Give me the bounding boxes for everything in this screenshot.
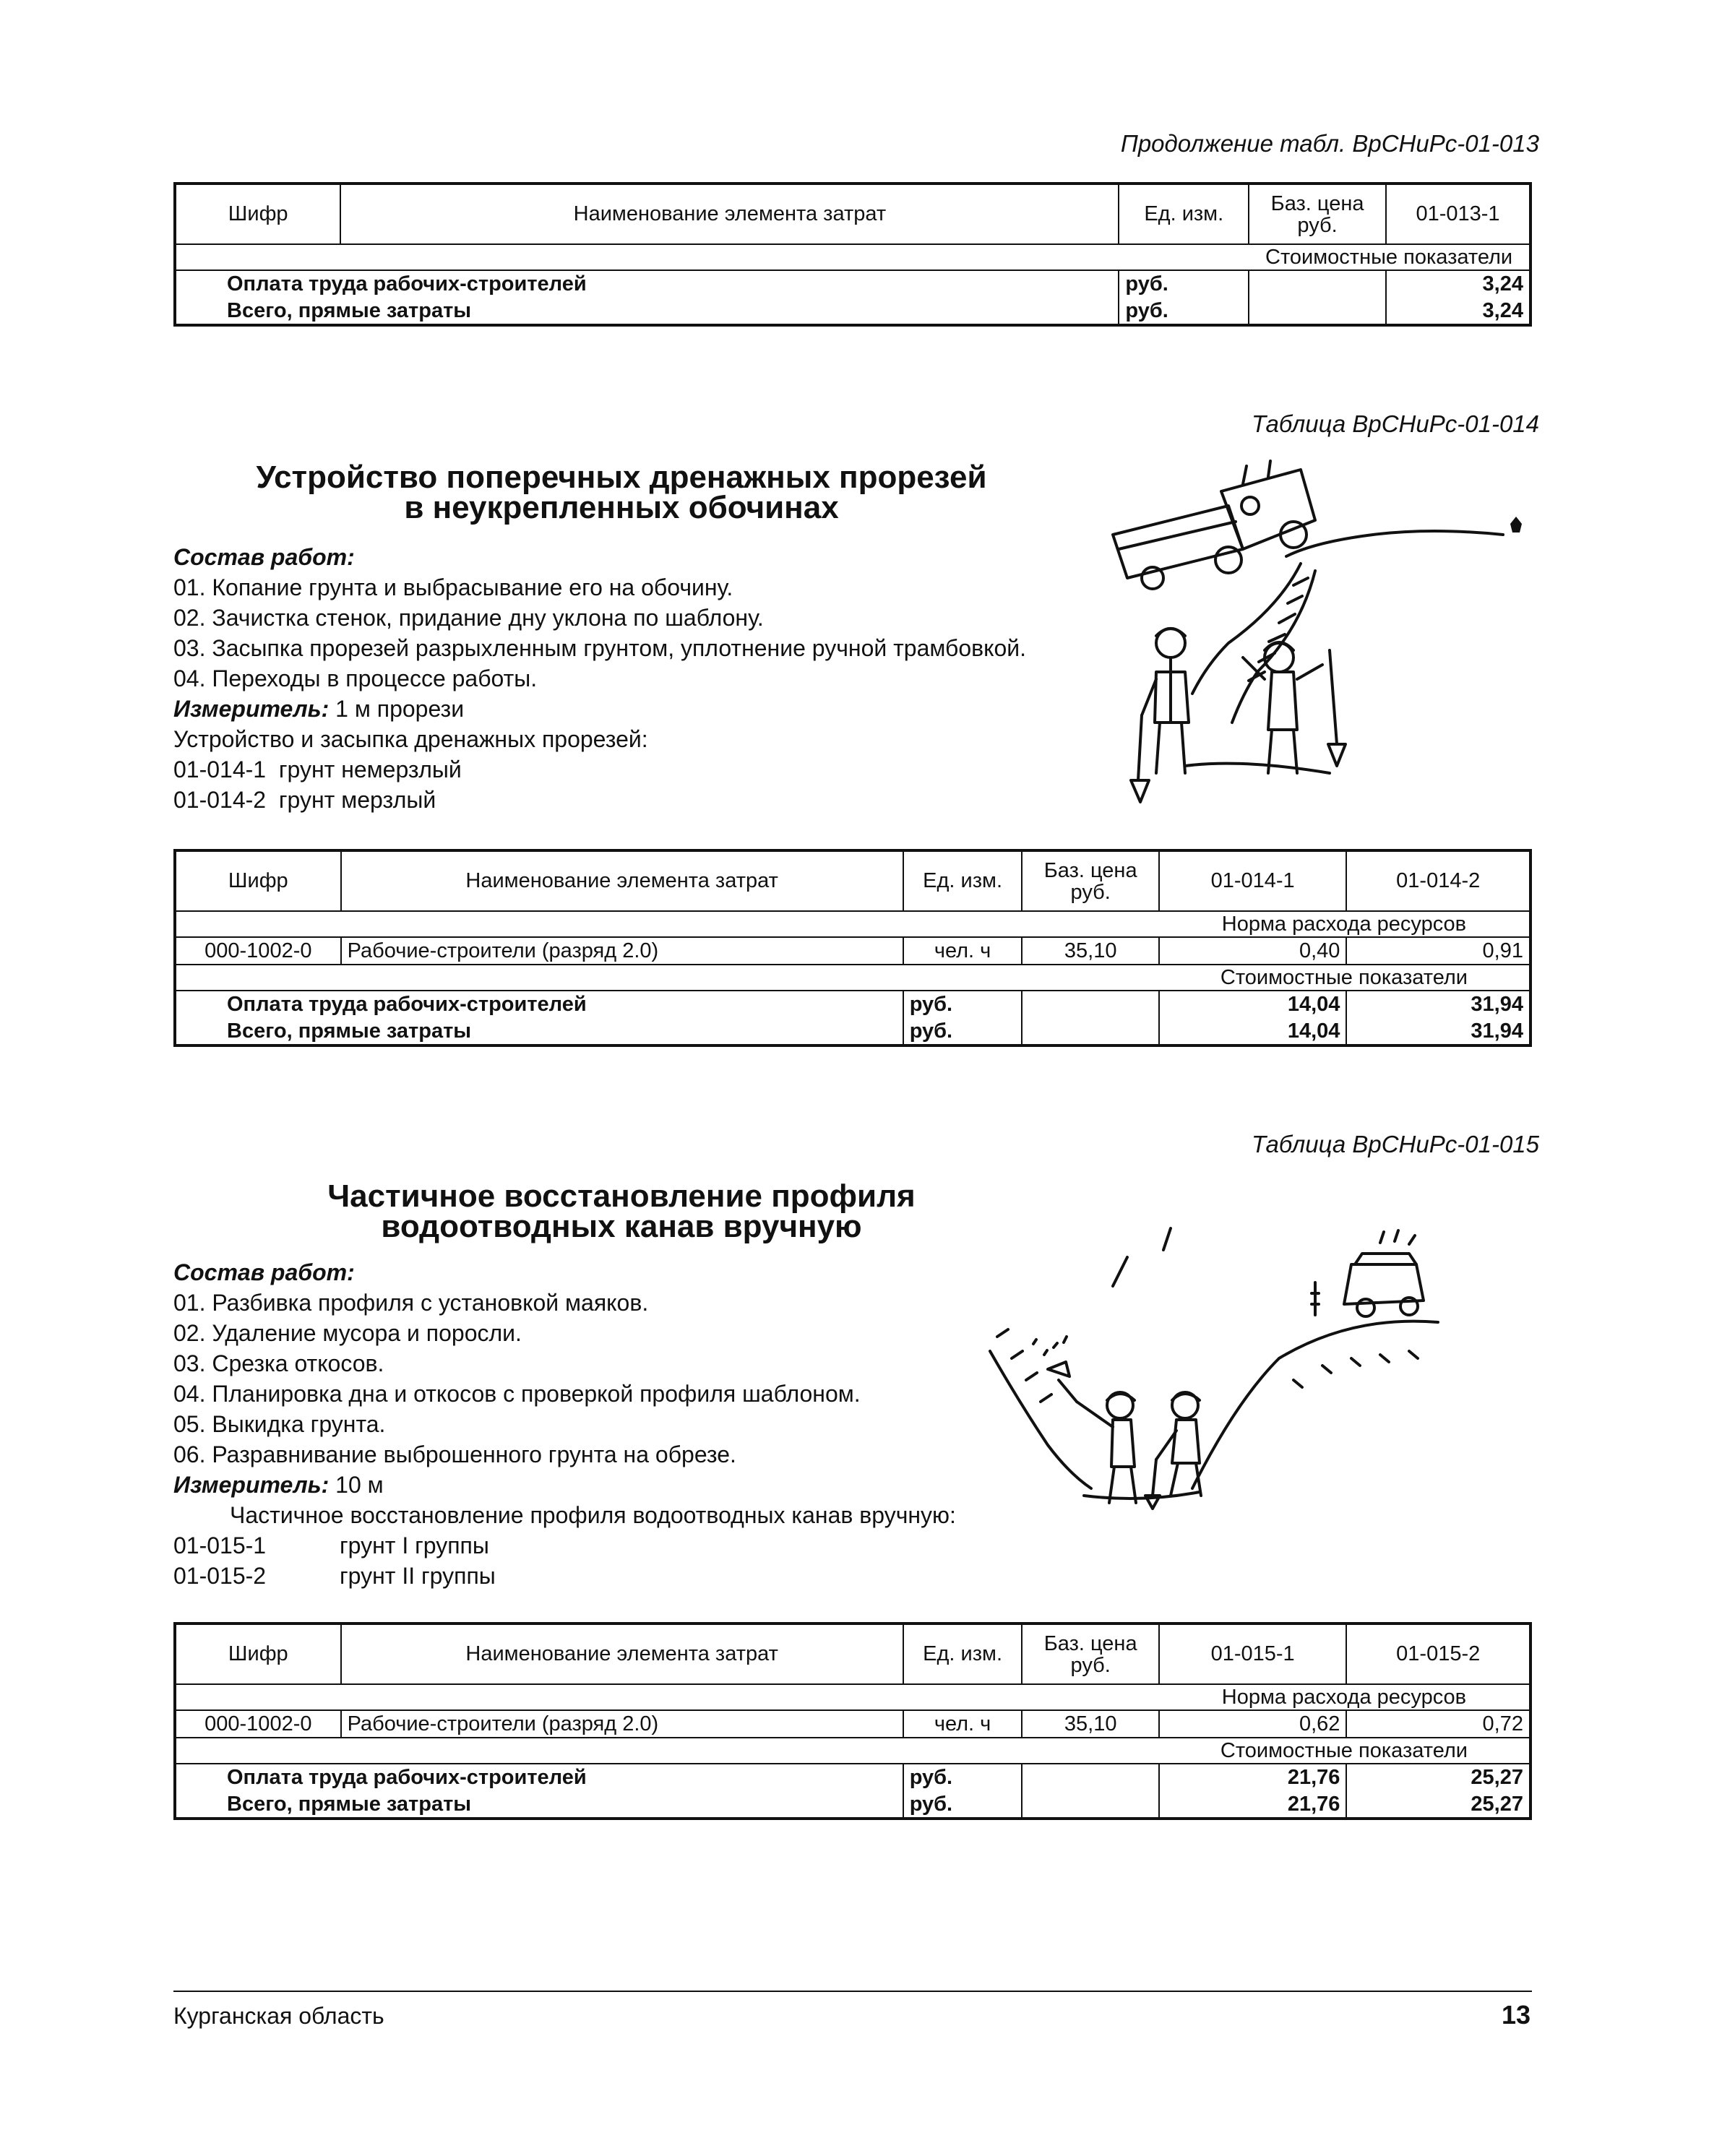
row-value-1: 14,04 <box>1159 1018 1347 1045</box>
title-line: в неукрепленных обочинах <box>404 490 839 525</box>
row-unit: руб. <box>1119 270 1249 298</box>
step-item: 02. Удаление мусора и поросли. <box>173 1320 522 1346</box>
header-col1: 01-015-1 <box>1159 1624 1347 1684</box>
row-value: 3,24 <box>1386 270 1530 298</box>
section-text-014 <box>173 542 1026 815</box>
variants-intro: Устройство и засыпка дренажных прорезей: <box>173 726 648 752</box>
row-value-2: 25,27 <box>1346 1791 1530 1819</box>
variant-item: 01-015-2 грунт II группы <box>173 1563 496 1589</box>
step-item: 01. Разбивка профиля с установкой маяков. <box>173 1290 649 1316</box>
variant-item: 01-014-2 грунт мерзлый <box>173 787 436 813</box>
resource-value-1: 0,62 <box>1159 1710 1347 1738</box>
row-unit: руб. <box>903 1791 1023 1819</box>
table-013 <box>173 182 1532 327</box>
row-name: Оплата труда рабочих-строителей <box>175 270 1119 298</box>
row-value-1: 21,76 <box>1159 1764 1347 1791</box>
table-row <box>175 1791 1530 1819</box>
resource-value-1: 0,40 <box>1159 937 1347 965</box>
variants-intro: Частичное восстановление профиля водоотводных канав вручную: <box>230 1502 956 1528</box>
row-name: Всего, прямые затраты <box>175 1791 903 1819</box>
title-line: Устройство поперечных дренажных прорезей <box>256 460 987 495</box>
row-unit: руб. <box>1119 298 1249 325</box>
row-name: Оплата труда рабочих-строителей <box>175 1764 903 1791</box>
row-value-2: 25,27 <box>1346 1764 1530 1791</box>
header-code: Шифр <box>175 184 340 244</box>
step-item: 01. Копание грунта и выбрасывание его на обочину. <box>173 574 733 600</box>
resource-name: Рабочие-строители (разряд 2.0) <box>341 937 903 965</box>
section-title-015 <box>173 1178 1069 1244</box>
step-item: 02. Зачистка стенок, придание дну уклона по шаблону. <box>173 605 764 631</box>
row-name: Всего, прямые затраты <box>175 1018 903 1045</box>
section-title-014 <box>173 462 1069 523</box>
norm-label: Норма расхода ресурсов <box>1159 911 1530 937</box>
cost-label: Стоимостные показатели <box>1159 965 1530 991</box>
resource-code: 000-1002-0 <box>175 937 341 965</box>
resource-unit: чел. ч <box>903 937 1023 965</box>
footer-region: Курганская область <box>173 2003 384 2029</box>
continuation-caption: Продолжение табл. ВрСНиРс-01-013 <box>1120 130 1539 157</box>
variant-item: 01-014-1 грунт немерзлый <box>173 756 462 782</box>
cost-label: Стоимостные показатели <box>1249 244 1530 270</box>
row-name: Оплата труда рабочих-строителей <box>175 991 903 1018</box>
table-row <box>175 1710 1530 1738</box>
header-unit: Ед. изм. <box>1119 184 1249 244</box>
table-014 <box>173 849 1532 1047</box>
table-015 <box>173 1622 1532 1820</box>
table-caption-015: Таблица ВрСНиРс-01-015 <box>1252 1131 1539 1157</box>
composition-label: Состав работ: <box>173 544 355 570</box>
table-row <box>175 937 1530 965</box>
row-unit: руб. <box>903 1018 1023 1045</box>
table-row <box>175 1764 1530 1791</box>
resource-code: 000-1002-0 <box>175 1710 341 1738</box>
header-unit: Ед. изм. <box>903 1624 1023 1684</box>
resource-unit: чел. ч <box>903 1710 1023 1738</box>
table-row <box>175 991 1530 1018</box>
variant-item: 01-015-1 грунт I группы <box>173 1532 489 1558</box>
header-price: Баз. цена руб. <box>1249 184 1386 244</box>
header-price: Баз. цена руб. <box>1022 850 1158 911</box>
table-caption-014: Таблица ВрСНиРс-01-014 <box>1252 410 1539 437</box>
composition-label: Состав работ: <box>173 1259 355 1285</box>
header-code: Шифр <box>175 850 341 911</box>
footer-divider <box>173 1991 1532 1992</box>
workers-ditch-illustration <box>976 1214 1452 1546</box>
title-line: водоотводных канав вручную <box>381 1209 862 1244</box>
row-value-2: 31,94 <box>1346 1018 1530 1045</box>
row-name: Всего, прямые затраты <box>175 298 1119 325</box>
section-text-015 <box>173 1257 956 1591</box>
step-item: 03. Засыпка прорезей разрыхленным грунтом, уплотнение ручной трамбовкой. <box>173 635 1027 661</box>
header-name: Наименование элемента затрат <box>341 850 903 911</box>
measure-value: 1 м прорези <box>335 696 465 722</box>
table-row <box>175 1018 1530 1045</box>
cost-label: Стоимостные показатели <box>1159 1738 1530 1764</box>
resource-name: Рабочие-строители (разряд 2.0) <box>341 1710 903 1738</box>
step-item: 03. Срезка откосов. <box>173 1350 384 1376</box>
header-unit: Ед. изм. <box>903 850 1023 911</box>
step-item: 04. Планировка дна и откосов с проверкой профиля шаблоном. <box>173 1381 861 1407</box>
header-col2: 01-014-2 <box>1346 850 1530 911</box>
header-col1: 01-014-1 <box>1159 850 1347 911</box>
row-value-1: 21,76 <box>1159 1791 1347 1819</box>
measure-label: Измеритель: <box>173 1472 330 1498</box>
resource-value-2: 0,91 <box>1346 937 1530 965</box>
table-row <box>175 298 1530 325</box>
title-line: Частичное восстановление профиля <box>327 1178 916 1214</box>
step-item: 05. Выкидка грунта. <box>173 1411 386 1437</box>
header-price: Баз. цена руб. <box>1022 1624 1158 1684</box>
measure-value: 10 м <box>335 1472 384 1498</box>
header-code: Шифр <box>175 1624 341 1684</box>
page-number: 13 <box>1501 2000 1530 2030</box>
step-item: 04. Переходы в процессе работы. <box>173 665 538 691</box>
header-name: Наименование элемента затрат <box>341 1624 903 1684</box>
header-name: Наименование элемента затрат <box>340 184 1119 244</box>
workers-drainage-illustration <box>1098 455 1532 816</box>
resource-value-2: 0,72 <box>1346 1710 1530 1738</box>
resource-price: 35,10 <box>1022 937 1158 965</box>
header-col2: 01-015-2 <box>1346 1624 1530 1684</box>
resource-price: 35,10 <box>1022 1710 1158 1738</box>
measure-label: Измеритель: <box>173 696 330 722</box>
row-value-1: 14,04 <box>1159 991 1347 1018</box>
row-unit: руб. <box>903 991 1023 1018</box>
norm-label: Норма расхода ресурсов <box>1159 1684 1530 1710</box>
header-col1: 01-013-1 <box>1386 184 1530 244</box>
step-item: 06. Разравнивание выброшенного грунта на обрезе. <box>173 1441 736 1467</box>
row-unit: руб. <box>903 1764 1023 1791</box>
row-value-2: 31,94 <box>1346 991 1530 1018</box>
row-value: 3,24 <box>1386 298 1530 325</box>
table-row <box>175 270 1530 298</box>
